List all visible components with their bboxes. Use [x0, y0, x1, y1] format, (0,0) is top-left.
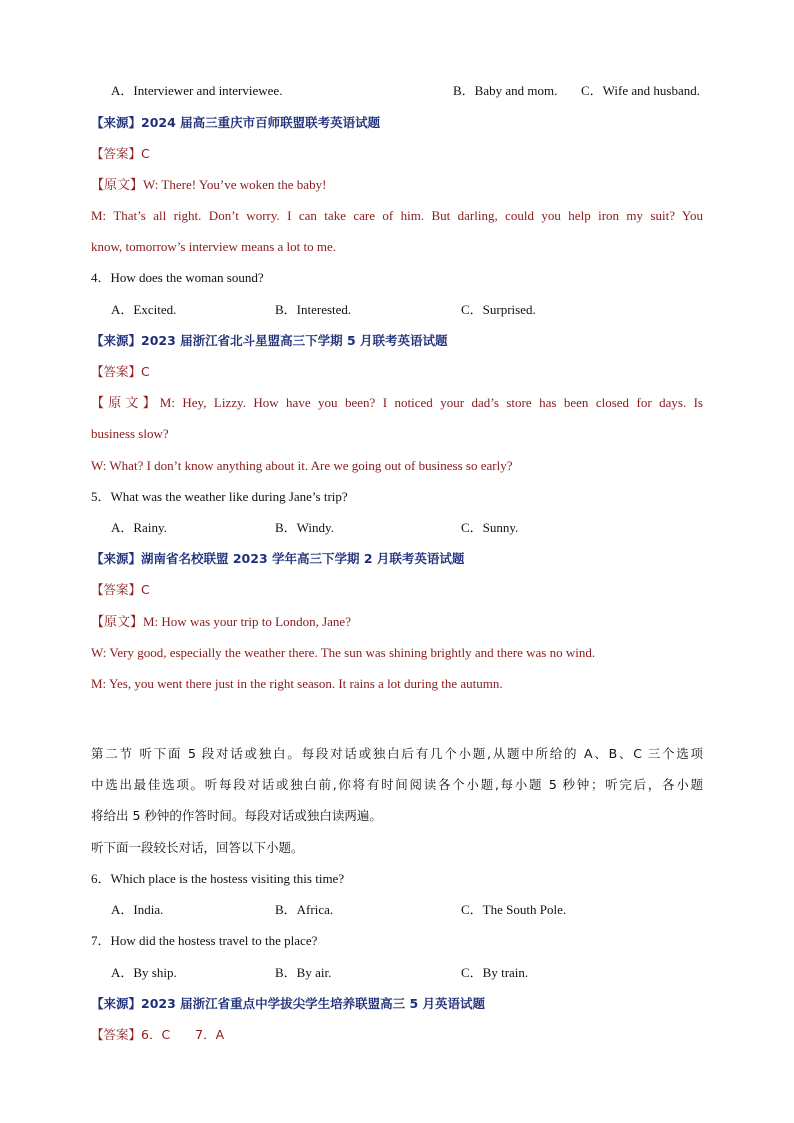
q5-source: 【来源】湖南省名校联盟 2023 学年高三下学期 2 月联考英语试题 [91, 551, 465, 566]
q7-option-a: A．By ship. [111, 965, 177, 980]
section2-instructions-line: 中选出最佳选项。听每段对话或独白前,你将有时间阅读各个小题,每小题 5 秒钟；听完后，各小题 [91, 777, 703, 792]
q6-option-c: C．The South Pole. [461, 902, 567, 917]
q4-option-b: B．Interested. [275, 302, 352, 317]
q5-question: 5．What was the weather like during Jane’s trip? [91, 489, 348, 504]
q5-transcript-line: 【原文】M: How was your trip to London, Jane? [91, 614, 351, 629]
q5-option-a: A．Rainy. [111, 520, 167, 535]
q3-option-a: A．Interviewer and interviewee. [111, 83, 283, 98]
q6-q7-answer: 【答案】6．C 7．A [91, 1027, 225, 1042]
q3-option-b: B．Baby and mom. [453, 83, 558, 98]
section2-instructions-line: 第二节 听下面 5 段对话或独白。每段对话或独白后有几个小题,从题中所给的 A、B、C 三个选项 [91, 746, 703, 761]
q5-transcript-line: W: Very good, especially the weather there. The sun was shining brightly and there was no wind. [91, 645, 596, 660]
q4-option-c: C．Surprised. [461, 302, 536, 317]
q5-option-b: B．Windy. [275, 520, 334, 535]
q3-option-c: C．Wife and husband. [581, 83, 700, 98]
q3-transcript-line: M: That’s all right. Don’t worry. I can take care of him. But darling, could you help iron my suit? You [91, 208, 703, 223]
q7-option-c: C．By train. [461, 965, 529, 980]
q4-transcript-line: business slow? [91, 426, 169, 441]
q7-source: 【来源】2023 届浙江省重点中学拔尖学生培养联盟高三 5 月英语试题 [91, 996, 486, 1011]
q4-option-a: A．Excited. [111, 302, 177, 317]
q3-transcript-line: know, tomorrow’s interview means a lot to me. [91, 239, 337, 254]
q4-answer: 【答案】C [91, 364, 150, 379]
q4-source: 【来源】2023 届浙江省北斗星盟高三下学期 5 月联考英语试题 [91, 333, 448, 348]
q3-answer: 【答案】C [91, 146, 150, 161]
q7-option-b: B．By air. [275, 965, 332, 980]
q6-option-b: B．Africa. [275, 902, 334, 917]
q4-transcript-line: 【原文】M: Hey, Lizzy. How have you been? I noticed your dad’s store has been closed for days. Is [91, 395, 703, 410]
q6-option-a: A．India. [111, 902, 164, 917]
q5-transcript-line: M: Yes, you went there just in the right season. It rains a lot during the autumn. [91, 676, 503, 691]
q7-question: 7．How did the hostess travel to the place? [91, 933, 318, 948]
q3-source: 【来源】2024 届高三重庆市百师联盟联考英语试题 [91, 115, 381, 130]
q4-transcript-line: W: What? I don’t know anything about it. Are we going out of business so early? [91, 458, 513, 473]
section2-intro: 听下面一段较长对话，回答以下小题。 [91, 840, 304, 855]
section2-instructions-line: 将给出 5 秒钟的作答时间。每段对话或独白读两遍。 [91, 808, 382, 823]
q6-question: 6．Which place is the hostess visiting this time? [91, 871, 345, 886]
q4-question: 4．How does the woman sound? [91, 270, 264, 285]
q5-answer: 【答案】C [91, 582, 150, 597]
q5-option-c: C．Sunny. [461, 520, 519, 535]
q3-transcript-line: 【原文】W: There! You’ve woken the baby! [91, 177, 327, 192]
